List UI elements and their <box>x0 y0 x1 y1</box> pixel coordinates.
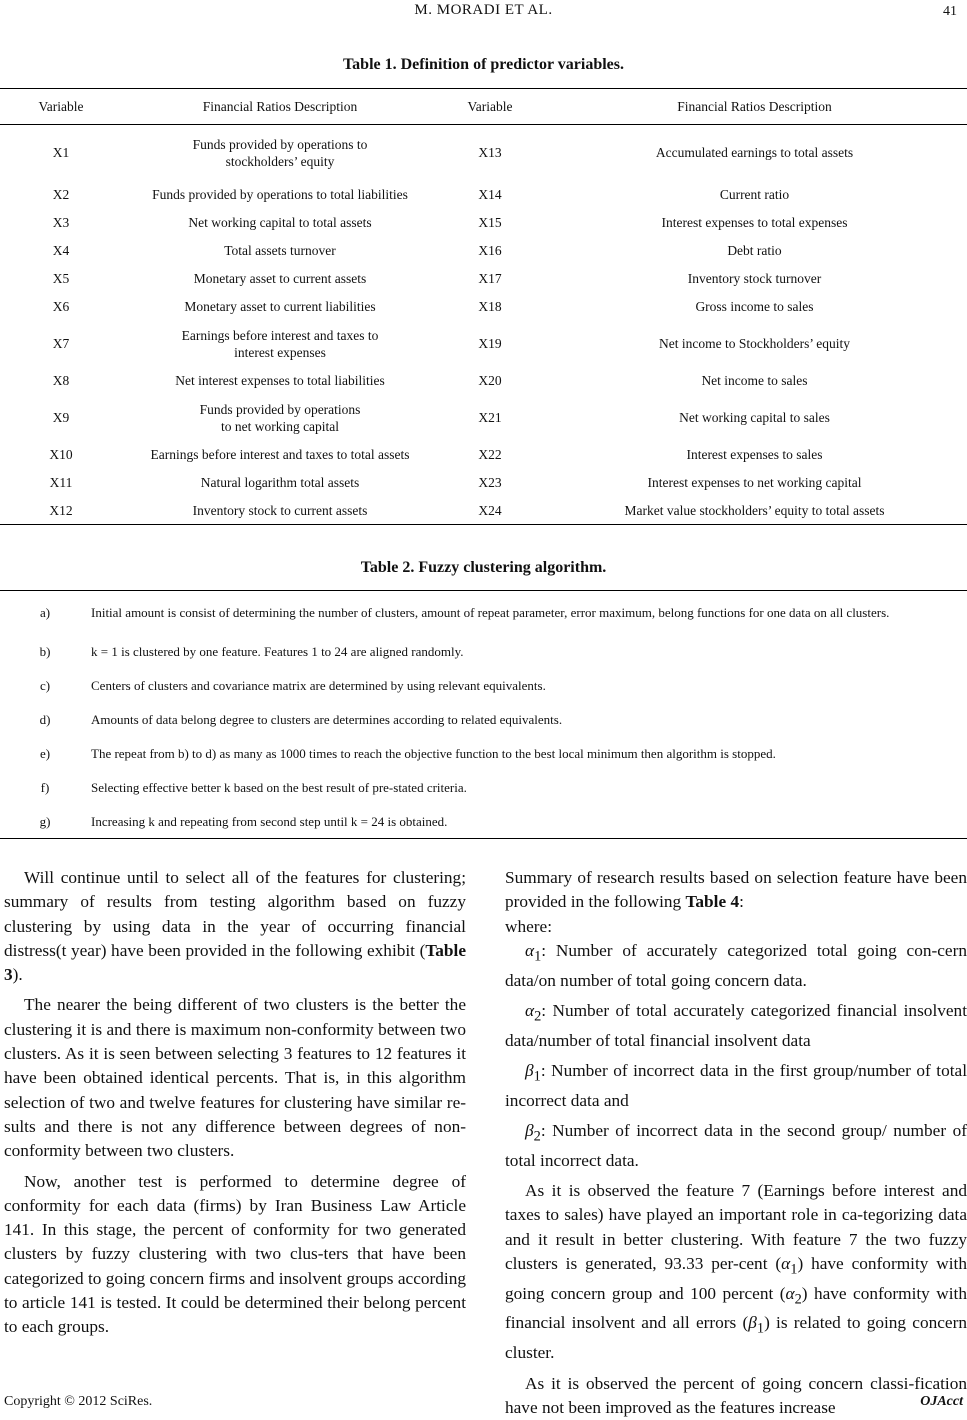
symbol: α <box>785 1283 795 1303</box>
table1-cell: X3 <box>52 215 70 230</box>
table1-row <box>0 497 967 525</box>
table1-cell: Gross income to sales <box>695 299 814 314</box>
table1-cell: X11 <box>49 475 73 490</box>
table1-cell: Net interest expenses to total liabilities <box>175 373 385 388</box>
subscript: 1 <box>534 948 542 965</box>
table1-cell: X15 <box>478 215 502 230</box>
text: : Number of incorrect data in the second group/ number of total incorrect data. <box>505 1121 967 1170</box>
table1-cell: Funds provided by operations to net working capital <box>199 401 361 434</box>
definition-beta1 <box>505 1059 967 1113</box>
table1-row <box>0 395 967 441</box>
table1-cell: Interest expenses to total expenses <box>661 215 848 230</box>
text: Will continue until to select all of the features for clustering; summary of results from testing algorithm based on fuzzy clustering by using data in the year of occurring financial distress(t year) have been provided in the following exhibit ( <box>4 868 466 960</box>
table1-cell: Market value stockholders’ equity to total assets <box>624 502 885 518</box>
table1-row <box>0 237 967 265</box>
symbol: β <box>748 1313 757 1333</box>
subscript: 1 <box>756 1320 765 1337</box>
table1-row <box>0 125 967 181</box>
table2-step-label: d) <box>39 712 51 727</box>
table2-step-text: k = 1 is clustered by one feature. Features 1 to 24 are aligned randomly. <box>91 644 464 659</box>
where-label: where: <box>505 916 553 936</box>
table2-body <box>0 591 967 839</box>
page-number: 41 <box>943 4 957 19</box>
table2-row <box>0 669 967 703</box>
subscript: 1 <box>533 1068 541 1085</box>
table2-row <box>0 737 967 771</box>
table1-cell: Interest expenses to sales <box>686 447 823 462</box>
paragraph <box>505 866 967 915</box>
table2-step-text: Amounts of data belong degree to clusters are determines according to related equivalents. <box>91 712 563 727</box>
table1-cell: Current ratio <box>719 187 790 202</box>
table2-step-text: Initial amount is consist of determining the number of clusters, amount of repeat parameter, error maximum, belong functions for one data on all clusters. <box>91 605 890 621</box>
table2-row <box>0 805 967 839</box>
text: : Number of accurately categorized total going con-cern data/on number of total going concern data. <box>505 940 967 990</box>
subscript: 1 <box>790 1261 798 1278</box>
copyright: Copyright © 2012 SciRes. <box>4 1394 153 1409</box>
table2-step-label: f) <box>40 780 50 795</box>
text: As it is observed the feature 7 (Earnings before interest and taxes to sales) have played an important role in ca-tegorizing data and it result in better clustering. With feature 7 the two fuzzy clusters is generated, 93.33 per-cent ( <box>505 1181 967 1273</box>
running-head-authors: M. MORADI ET AL. <box>414 2 553 18</box>
paragraph <box>505 1179 967 1365</box>
table1-header-cell: Variable <box>467 99 513 114</box>
table1-cell: X12 <box>49 502 73 518</box>
table1-cell: X9 <box>52 410 70 425</box>
table1-cell: X22 <box>478 447 502 462</box>
journal-name: OJAcct <box>920 1394 963 1409</box>
table1-header-cell: Financial Ratios Description <box>202 99 358 114</box>
table1-cell: Net working capital to total assets <box>188 215 372 230</box>
table-reference: Table 3 <box>4 940 466 985</box>
table1-cell: Monetary asset to current liabilities <box>184 299 376 314</box>
table2-fuzzy-clustering-algorithm <box>0 590 967 839</box>
table2-step-text: Increasing k and repeating from second step until k = 24 is obtained. <box>91 813 448 829</box>
paragraph: As it is observed the percent of going concern classi-fication have not been improved as the features increase <box>505 1373 967 1417</box>
text: : Number of total accurately categorized financial insolvent data/number of total financial insolvent data <box>505 1000 967 1050</box>
table2-step-text: Centers of clusters and covariance matrix are determined by using relevant equivalents. <box>91 678 546 693</box>
subscript: 2 <box>533 1128 541 1145</box>
table1-cell: X8 <box>52 373 70 388</box>
table2-step-text: Selecting effective better k based on the best result of pre-stated criteria. <box>91 780 467 795</box>
definition-alpha2 <box>505 999 967 1053</box>
text: Summary of research results based on selection feature have been provided in the following <box>505 868 967 912</box>
table1-cell: X6 <box>52 299 70 314</box>
table1-cell: Debt ratio <box>727 243 782 258</box>
table1-cell: X19 <box>478 336 502 351</box>
table1-cell: Funds provided by operations to total liabilities <box>152 187 408 202</box>
table1-cell: Total assets turnover <box>224 243 336 258</box>
table1-cell: Interest expenses to net working capital <box>647 475 862 490</box>
text: : Number of incorrect data in the first group/number of total incorrect data and <box>505 1060 967 1110</box>
table1-row <box>0 265 967 293</box>
table2-row <box>0 591 967 635</box>
table1-row <box>0 469 967 497</box>
paragraph: Now, another test is performed to determine degree of conformity for each data (firms) by Iran Business Law Article 141. In this stage, the percent of conformity for two generated clusters by fuzzy clustering with two clus-ters that have been categorized to going concern firms and insolvent groups according to article 141 is tested. It could be determined their belong percent to each groups. <box>4 1171 466 1337</box>
table2-row <box>0 635 967 669</box>
table1-cell: Inventory stock turnover <box>687 271 822 286</box>
table-reference: Table 4 <box>685 892 740 912</box>
table1-cell: X13 <box>478 145 502 161</box>
table1-header-cell: Financial Ratios Description <box>677 99 832 114</box>
symbol: β <box>525 1121 534 1141</box>
table1-header-row <box>0 89 967 125</box>
table1-cell: X21 <box>478 410 502 425</box>
table1-row <box>0 367 967 395</box>
table1-row <box>0 293 967 321</box>
text: ). <box>12 965 23 985</box>
text: ) have conformity with financial insolvent and all errors ( <box>505 1283 967 1333</box>
table2-step-label: e) <box>39 746 51 761</box>
table1-row <box>0 181 967 209</box>
table1-row <box>0 209 967 237</box>
definition-alpha1 <box>505 939 967 993</box>
table1-cell: Monetary asset to current assets <box>193 271 367 286</box>
table1-cell: Earnings before interest and taxes to interest expenses <box>181 327 379 360</box>
left-column <box>4 866 466 1340</box>
table1-cell: Net income to sales <box>701 373 808 388</box>
symbol: α <box>525 940 535 960</box>
table1-cell: X20 <box>478 373 502 388</box>
definition-beta2 <box>505 1119 967 1173</box>
table1-body <box>0 125 967 525</box>
table1-row <box>0 321 967 367</box>
table1-cell: Inventory stock to current assets <box>192 502 368 518</box>
table1-cell: Funds provided by operations to stockholders’ equity <box>192 136 368 169</box>
right-column <box>505 866 967 1420</box>
table1-cell: X5 <box>52 271 70 286</box>
table2-step-text: The repeat from b) to d) as many as 1000 times to reach the objective function to the best local minimum then algorithm is stopped. <box>91 746 776 761</box>
table1-cell: X1 <box>52 145 70 161</box>
table1-cell: X18 <box>478 299 502 314</box>
table1-cell: X14 <box>478 187 502 202</box>
table2-step-label: a) <box>39 605 51 621</box>
table2-caption: Table 2. Fuzzy clustering algorithm. <box>360 559 607 576</box>
table1-cell: Net income to Stockholders’ equity <box>659 336 850 351</box>
text: ) is related to going concern cluster. <box>505 1313 967 1363</box>
table1-cell: Accumulated earnings to total assets <box>655 145 854 161</box>
text: ) have conformity with going concern group and 100 percent ( <box>505 1253 967 1303</box>
table2-step-label: g) <box>39 813 51 829</box>
table1-cell: X23 <box>478 475 502 490</box>
table2-row <box>0 703 967 737</box>
paragraph <box>4 866 466 987</box>
table1-predictor-variables <box>0 88 967 525</box>
table1-cell: X17 <box>478 271 502 286</box>
table1-header-cell: Variable <box>38 99 84 114</box>
table2-step-label: b) <box>39 644 51 659</box>
table1-cell: X24 <box>478 502 502 518</box>
table1-cell: Earnings before interest and taxes to total assets <box>150 447 410 462</box>
table1-cell: Natural logarithm total assets <box>200 475 360 490</box>
paragraph: The nearer the being different of two clusters is the better the clustering it is and there is maximum non-conformity between two clusters. As it is seen between selecting 3 features to 12 features it have been obtained identical percents. That is, in this algorithm selection of two and twelve features for clustering have similar re-sults and there is not any difference between degrees of non-conformity between two clusters. <box>4 995 466 1161</box>
table1-cell: X4 <box>52 243 70 258</box>
table2-row <box>0 771 967 805</box>
table1-row <box>0 441 967 469</box>
page-header <box>0 2 967 24</box>
table1-caption: Table 1. Definition of predictor variables. <box>342 56 625 73</box>
table2-step-label: c) <box>39 678 51 693</box>
table1-cell: X7 <box>52 336 70 351</box>
table1-cell: X10 <box>49 447 73 462</box>
table1-cell: X2 <box>52 187 70 202</box>
table1-cell: X16 <box>478 243 502 258</box>
symbol: α <box>525 1000 535 1020</box>
symbol: α <box>781 1253 791 1273</box>
symbol: β <box>525 1060 534 1080</box>
subscript: 2 <box>534 1008 542 1025</box>
table1-cell: Net working capital to sales <box>679 410 830 425</box>
subscript: 2 <box>794 1291 802 1308</box>
text: : <box>739 892 744 912</box>
